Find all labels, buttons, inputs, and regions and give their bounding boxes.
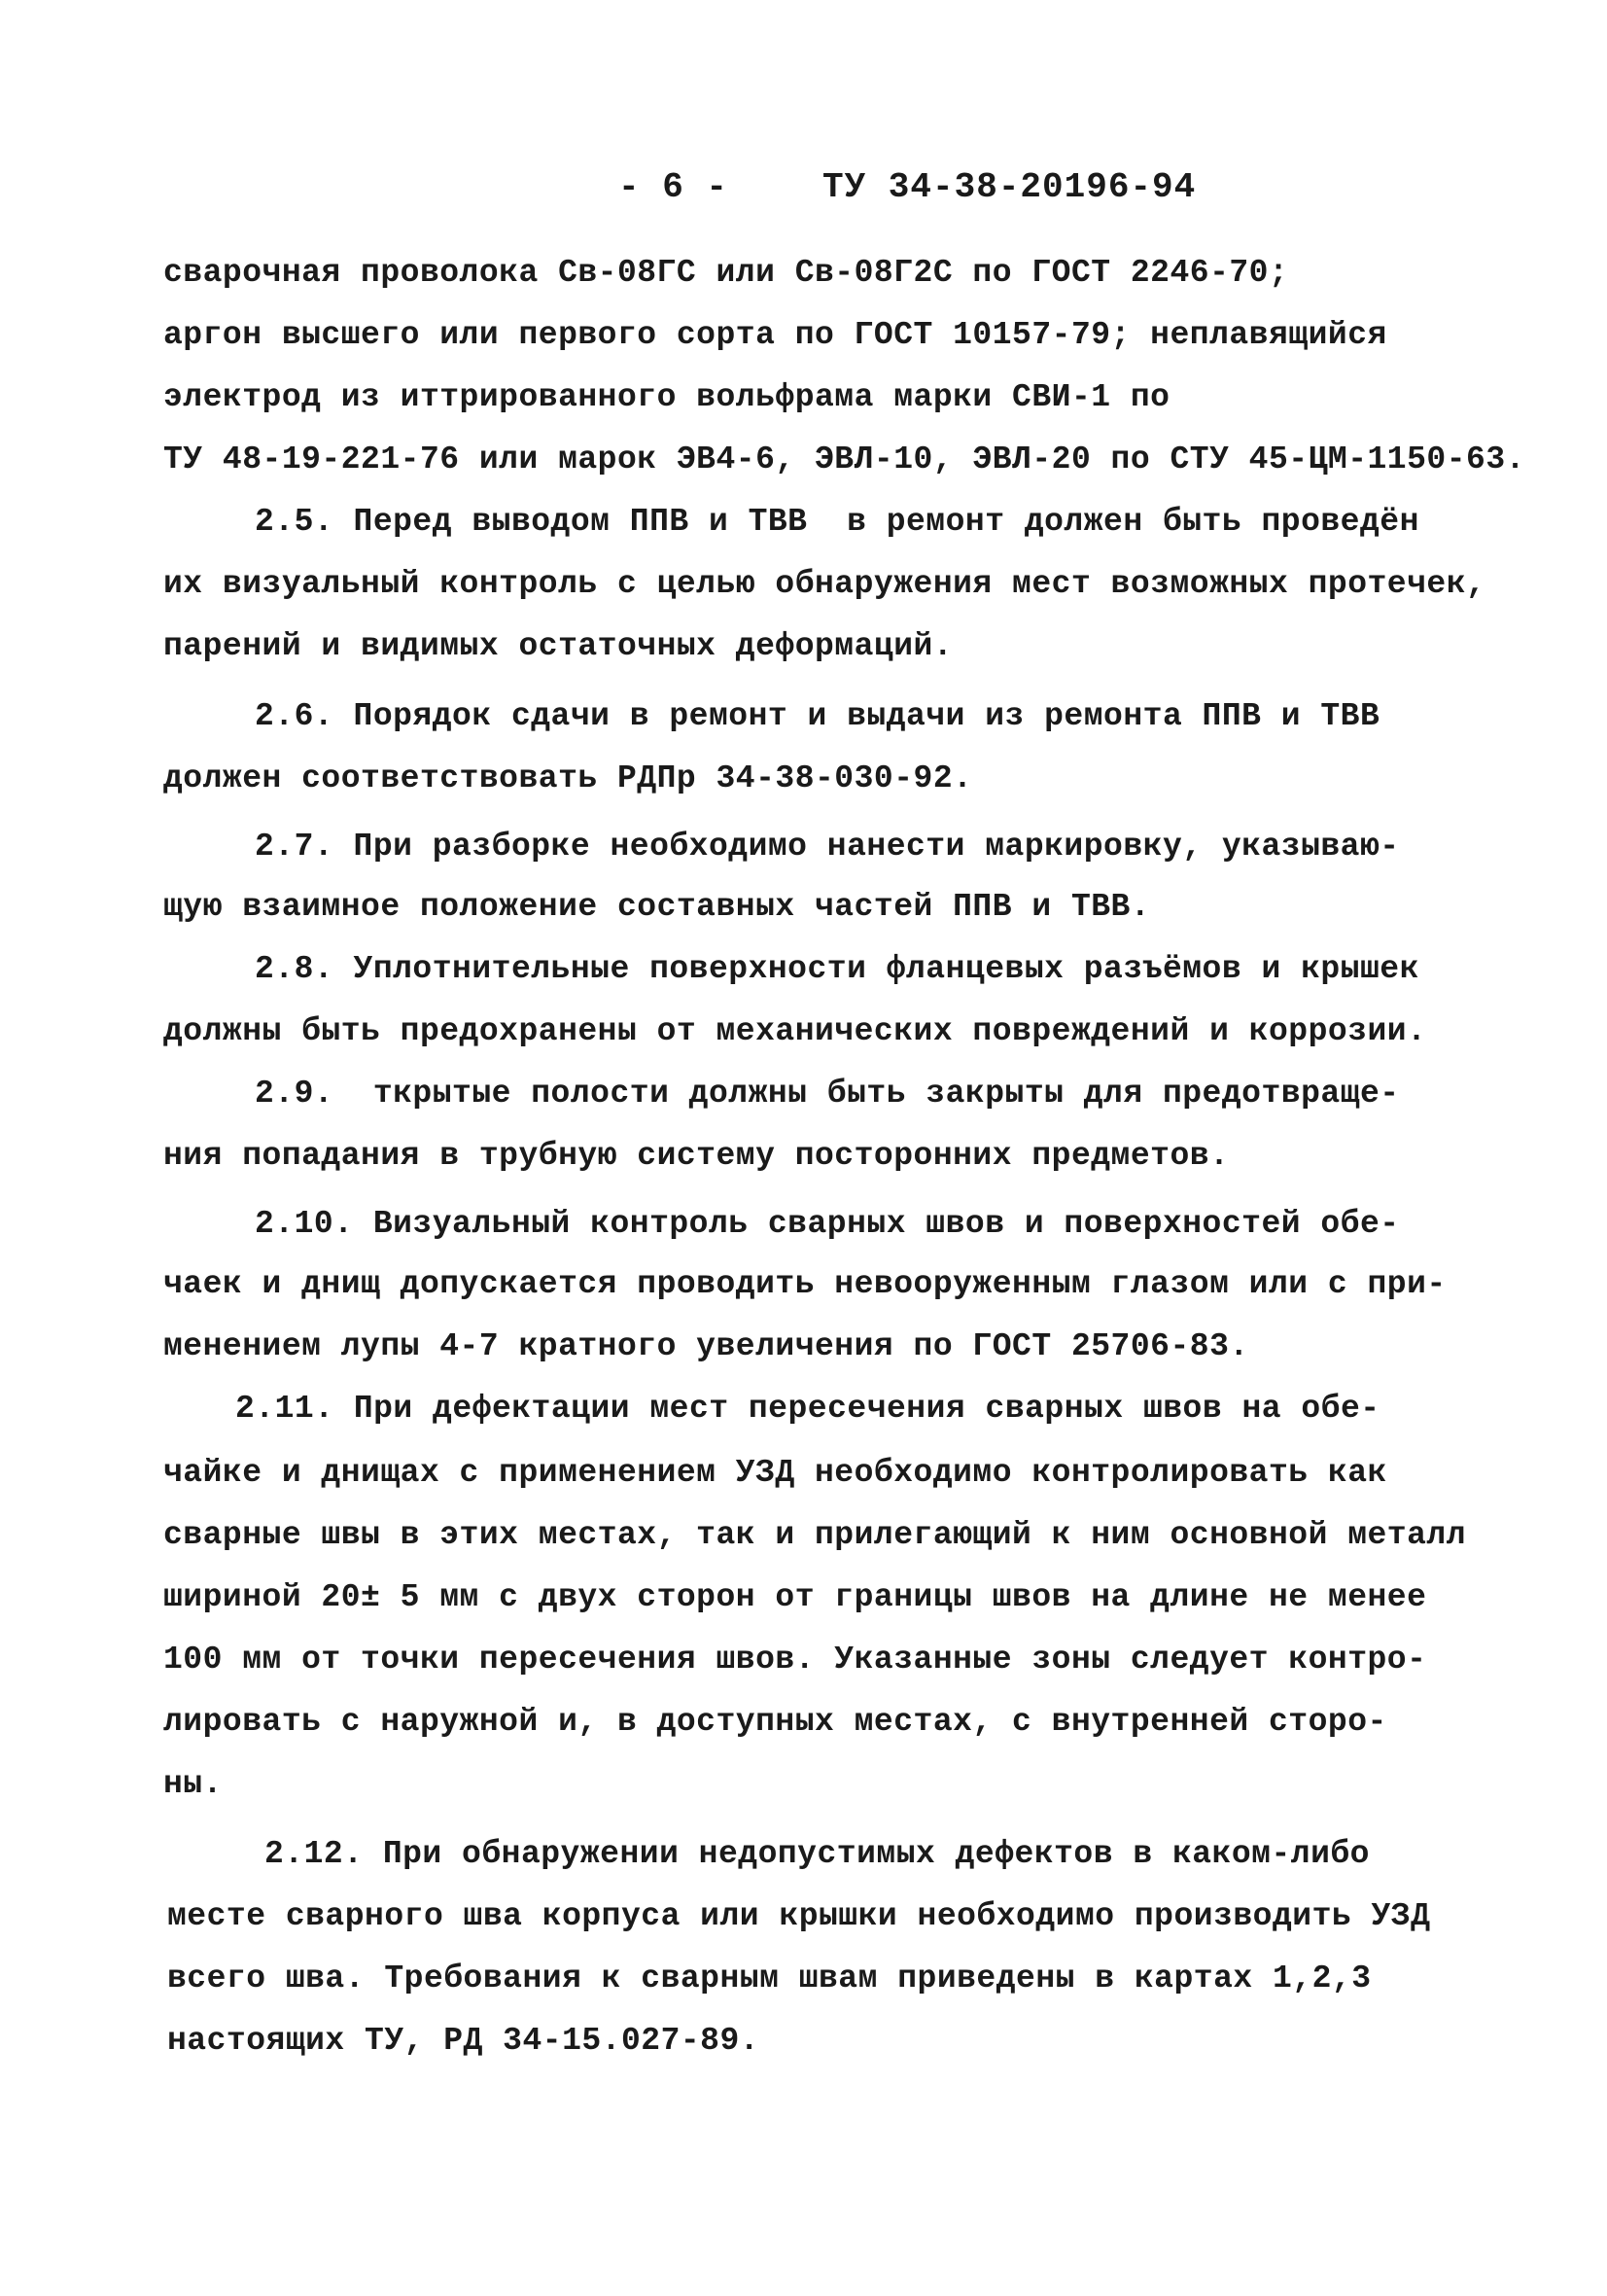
paragraph-2-9-line: 2.9. ткрытые полости должны быть закрыты для предотвраще- (255, 1076, 1400, 1112)
paragraph-2-10-line: 2.10. Визуальный контроль сварных швов и поверхностей обе- (255, 1206, 1400, 1242)
text-line: шириной 20± 5 мм с двух сторон от границы швов на длине не менее (163, 1579, 1427, 1615)
text-line: лировать с наружной и, в доступных местах, с внутренней сторо- (163, 1704, 1387, 1740)
document-code: ТУ 34-38-20196-94 (822, 167, 1197, 207)
text-line: электрод из иттрированного вольфрама марки СВИ-1 по (163, 379, 1170, 415)
text-line: чайке и днищах с применением УЗД необходимо контролировать как (163, 1455, 1387, 1491)
text-line: сварочная проволока Св-08ГС или Св-08Г2С по ГОСТ 2246-70; (163, 255, 1289, 291)
text-line: всего шва. Требования к сварным швам приведены в картах 1,2,3 (167, 1960, 1372, 1996)
text-line: ны. (163, 1766, 223, 1802)
text-line: настоящих ТУ, РД 34-15.027-89. (167, 2023, 760, 2059)
text-line: их визуальный контроль с целью обнаружения мест возможных протечек, (163, 566, 1486, 602)
text-line: ния попадания в трубную систему посторонних предметов. (163, 1138, 1230, 1174)
paragraph-2-11-line: 2.11. При дефектации мест пересечения сварных швов на обе- (235, 1391, 1380, 1427)
text-line: парений и видимых остаточных деформаций. (163, 628, 954, 664)
paragraph-2-5-line: 2.5. Перед выводом ППВ и ТВВ в ремонт должен быть проведён (255, 504, 1419, 540)
text-line: менением лупы 4-7 кратного увеличения по ГОСТ 25706-83. (163, 1328, 1249, 1364)
paragraph-2-6-line: 2.6. Порядок сдачи в ремонт и выдачи из ремонта ППВ и ТВВ (255, 698, 1380, 734)
paragraph-2-12-line: 2.12. При обнаружении недопустимых дефектов в каком-либо (264, 1836, 1370, 1872)
text-line: щую взаимное положение составных частей ППВ и ТВВ. (163, 889, 1151, 925)
text-line: должен соответствовать РДПр 34-38-030-92. (163, 760, 973, 796)
text-line: аргон высшего или первого сорта по ГОСТ 10157-79; неплавящийся (163, 317, 1387, 353)
text-line: чаек и днищ допускается проводить невооруженным глазом или с при- (163, 1266, 1447, 1302)
text-line: сварные швы в этих местах, так и прилегающий к ним основной металл (163, 1517, 1467, 1553)
paragraph-2-7-line: 2.7. При разборке необходимо нанести маркировку, указываю- (255, 829, 1400, 865)
text-line: ТУ 48-19-221-76 или марок ЭВ4-6, ЭВЛ-10, ЭВЛ-20 по СТУ 45-ЦМ-1150-63. (163, 442, 1525, 477)
text-line: должны быть предохранены от механических повреждений и коррозии. (163, 1013, 1427, 1049)
paragraph-2-8-line: 2.8. Уплотнительные поверхности фланцевых разъёмов и крышек (255, 951, 1419, 987)
text-line: месте сварного шва корпуса или крышки необходимо производить УЗД (167, 1898, 1431, 1934)
text-line: 100 мм от точки пересечения швов. Указанные зоны следует контро- (163, 1642, 1427, 1678)
page-number: - 6 - (618, 167, 729, 207)
